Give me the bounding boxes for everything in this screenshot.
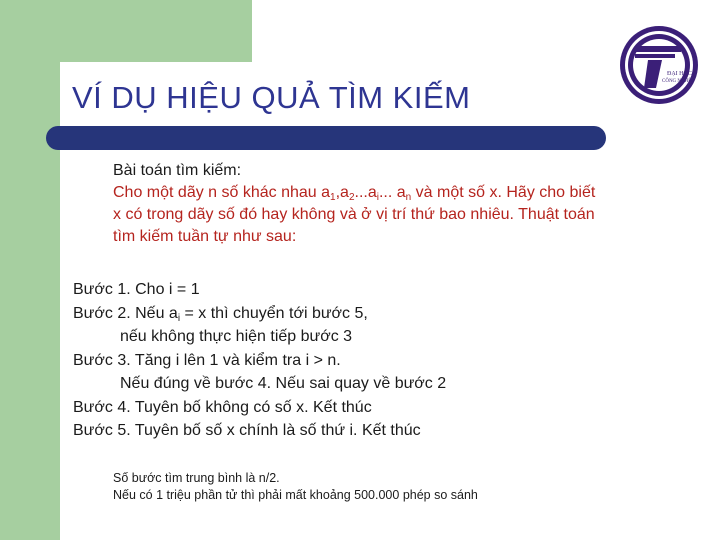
problem-line-2: x có trong dãy số đó hay không và ở vị trí thứ bao nhiêu. Thuật toán xyxy=(113,206,595,223)
note-line-2: Nếu có 1 triệu phần tử thì phải mất khoảng 500.000 phép so sánh xyxy=(113,488,478,502)
slide-title: VÍ DỤ HIỆU QUẢ TÌM KIẾM xyxy=(72,80,471,115)
title-divider-bar xyxy=(46,126,606,150)
step-4: Bước 4. Tuyên bố không có số x. Kết thúc xyxy=(73,398,372,416)
step-1: Bước 1. Cho i = 1 xyxy=(73,281,200,298)
algorithm-steps xyxy=(73,278,446,443)
step-3-continuation: Nếu đúng về bước 4. Nếu sai quay về bước 2 xyxy=(120,375,447,392)
problem-statement xyxy=(113,160,595,248)
problem-line-1: Cho một dãy n số khác nhau $a_1,a_2...a_i$... $a_n$ và một số x. Hãy cho biết xyxy=(113,184,596,203)
logo-text-line1: ĐẠI HỌC xyxy=(667,71,692,77)
note-line-1: Số bước tìm trung bình là n/2. xyxy=(113,471,280,485)
step-3: Bước 3. Tăng i lên 1 và kiểm tra i > n. xyxy=(73,351,341,369)
complexity-notes xyxy=(113,470,478,504)
problem-line-3: tìm kiếm tuần tự như sau: xyxy=(113,228,297,245)
step-2-continuation: nếu không thực hiện tiếp bước 3 xyxy=(120,328,353,345)
problem-heading: Bài toán tìm kiếm: xyxy=(113,162,242,179)
green-left-band xyxy=(0,0,60,540)
university-logo-icon xyxy=(618,24,700,106)
step-2: Bước 2. Nếu $a_i = x$ thì chuyển tới bước 5, xyxy=(73,304,368,324)
logo-text-line2: CÔNG NGHỆ xyxy=(662,79,692,84)
green-top-band xyxy=(60,0,252,62)
step-5: Bước 5. Tuyên bố số x chính là số thứ i. Kết thúc xyxy=(73,422,421,439)
